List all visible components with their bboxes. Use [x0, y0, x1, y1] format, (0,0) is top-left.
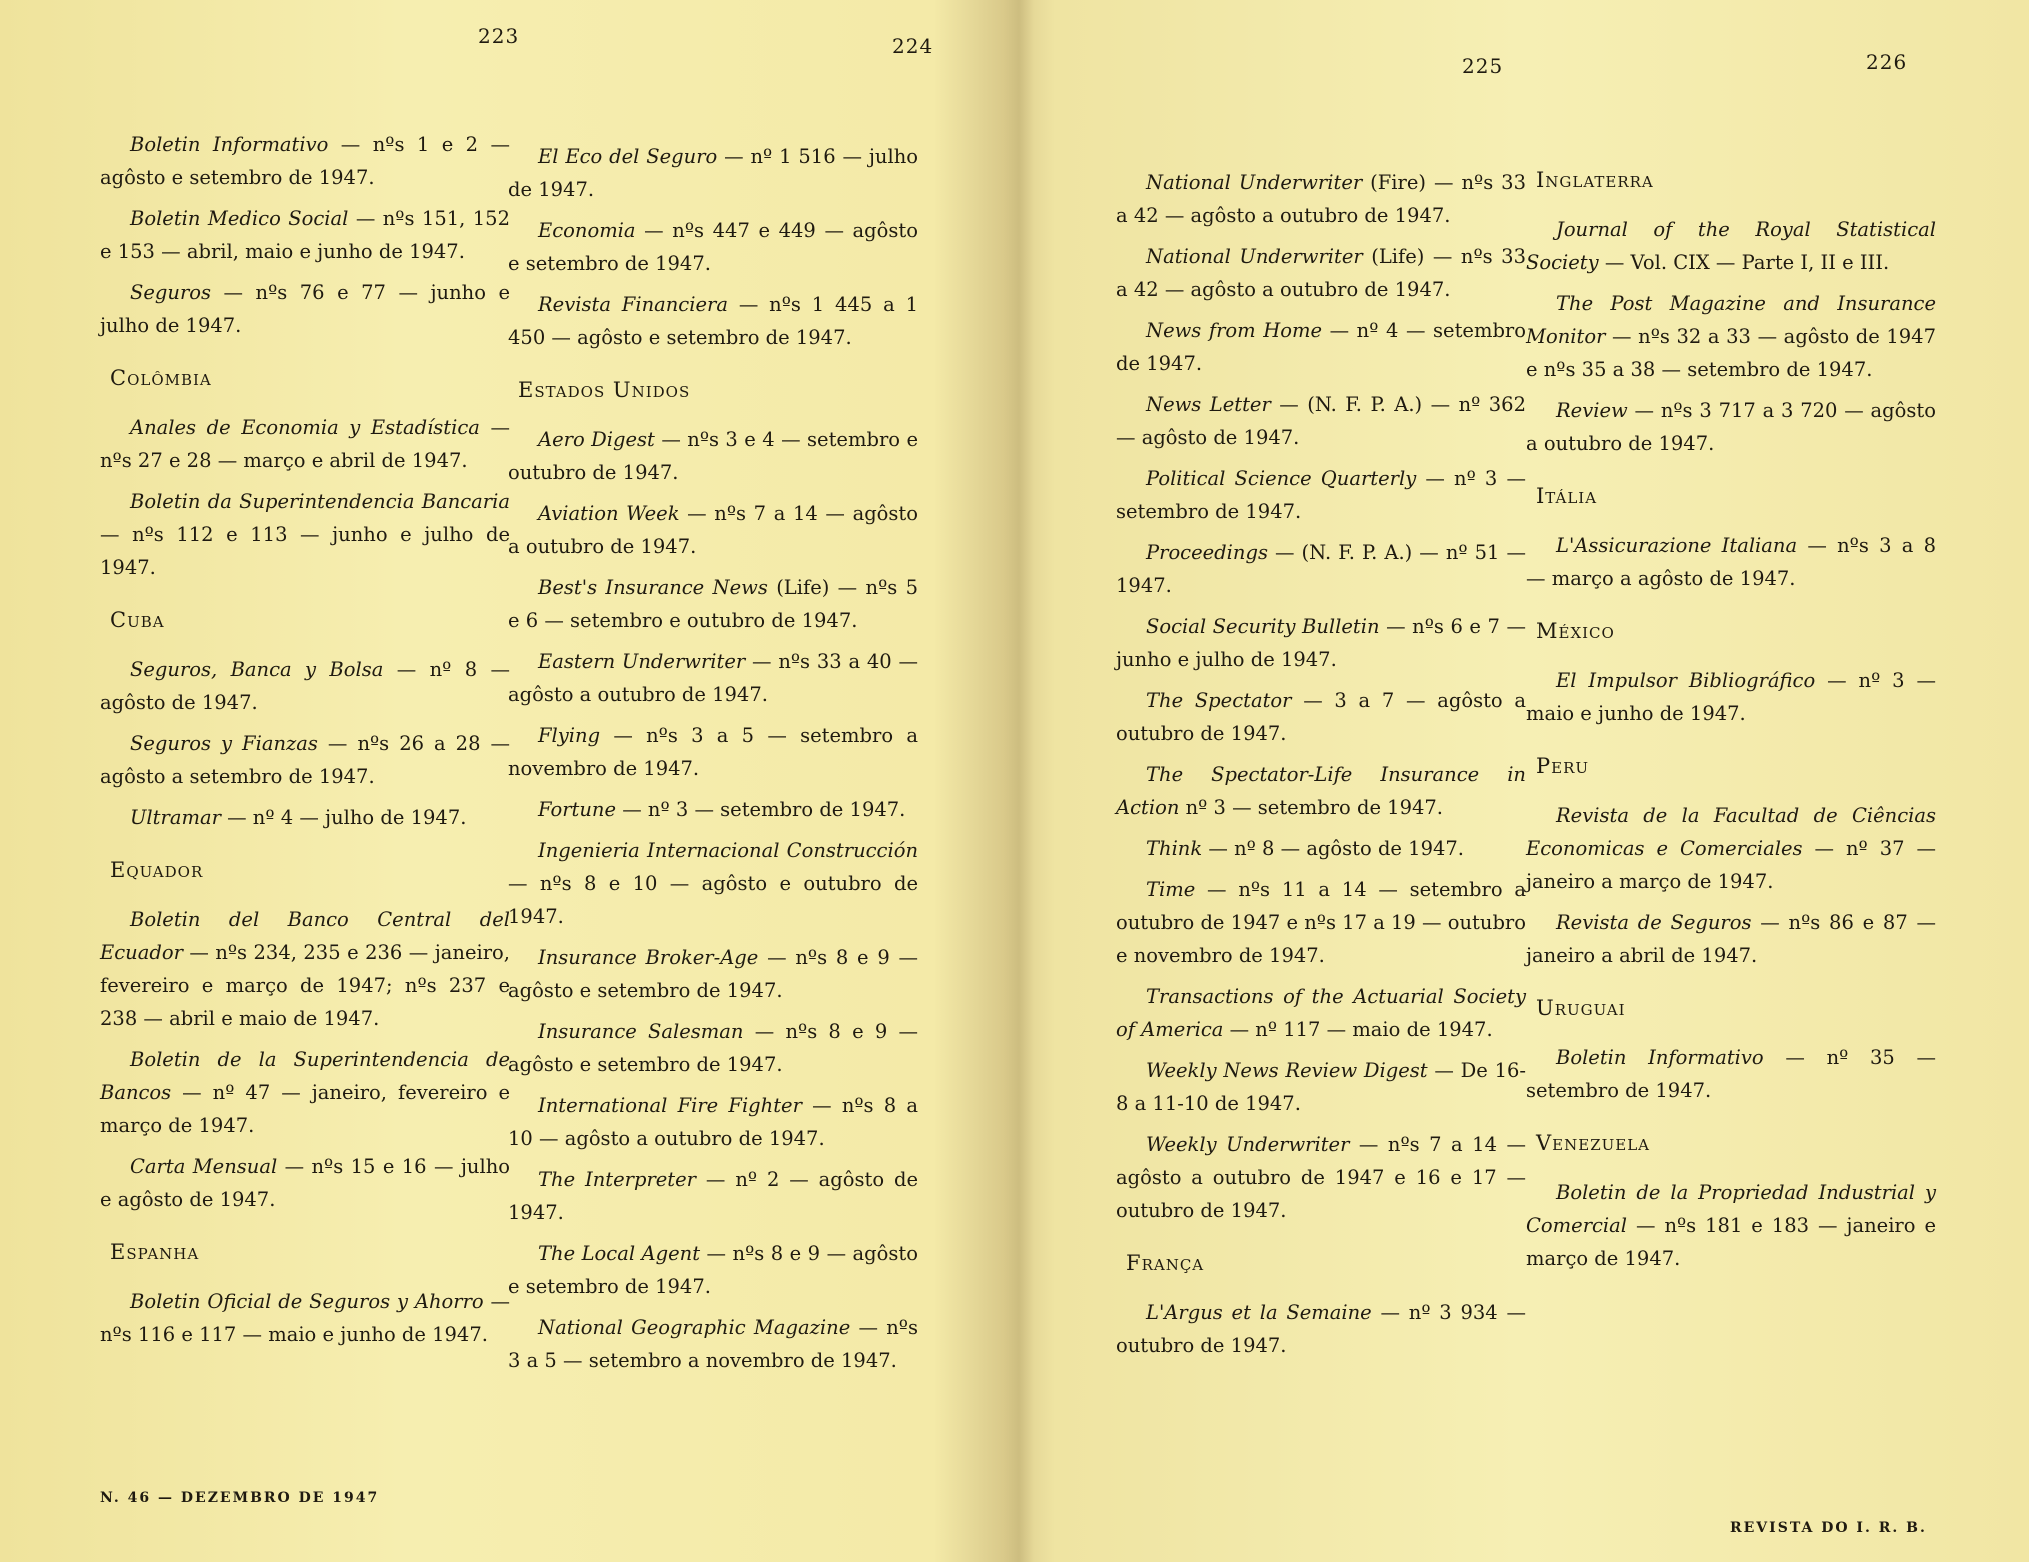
- issue-details: — nº 3 — setembro de 1947.: [1116, 467, 1526, 523]
- periodical-title: Think: [1146, 837, 1203, 860]
- issue-details: — nºs 6 e 7 — junho e julho de 1947.: [1116, 615, 1526, 671]
- periodical-title: L'Assicurazione Italiana: [1556, 534, 1798, 557]
- periodical-entry: [1116, 240, 1526, 306]
- issue-details: — nºs 11 a 14 — setembro a outubro de 1947 e nºs 17 a 19 — outubro e novembro de 1947.: [1116, 878, 1526, 967]
- country-heading: Inglaterra: [1536, 168, 1654, 192]
- issue-details: — nºs 8 e 10 — agôsto e outubro de 1947.: [508, 872, 918, 928]
- country-heading: França: [1126, 1251, 1205, 1275]
- periodical-title: Weekly Underwriter: [1146, 1133, 1350, 1156]
- periodical-title: News Letter: [1146, 393, 1271, 416]
- periodical-title: Eastern Underwriter: [538, 650, 746, 673]
- issue-details: — nºs 112 e 113 — junho e julho de 1947.: [100, 523, 510, 579]
- periodical-title: Carta Mensual: [130, 1155, 278, 1178]
- periodical-entry: [508, 793, 918, 826]
- periodical-entry: [1116, 610, 1526, 676]
- issue-details: nº 3 — setembro de 1947.: [1179, 796, 1444, 819]
- periodical-title: Transactions of the Actuarial Society of America: [1116, 985, 1526, 1041]
- country-heading: Estados Unidos: [518, 378, 691, 402]
- issue-details: — nºs 76 e 77 — junho e julho de 1947.: [100, 281, 510, 337]
- periodical-entry: [1116, 536, 1526, 602]
- issue-details: — nºs 1 e 2 — agôsto e setembro de 1947.: [100, 133, 510, 189]
- periodical-title: Boletin da Superintendencia Bancaria: [130, 490, 510, 513]
- text-column: [1116, 166, 1526, 1370]
- periodical-entry: [1116, 758, 1526, 824]
- periodical-entry: [100, 276, 510, 342]
- periodical-entry: [100, 411, 510, 477]
- periodical-title: Best's Insurance News: [538, 576, 768, 599]
- periodical-title: News from Home: [1146, 319, 1323, 342]
- periodical-entry: [100, 727, 510, 793]
- periodical-title: L'Argus et la Semaine: [1146, 1301, 1372, 1324]
- periodical-title: Boletin del Banco Central del Ecuador: [100, 908, 510, 964]
- page-number: 224: [892, 34, 934, 58]
- periodical-entry: [100, 1150, 510, 1216]
- periodical-entry: [1116, 166, 1526, 232]
- periodical-entry: [100, 1043, 510, 1142]
- footer-left: N. 46 — DEZEMBRO DE 1947: [100, 1490, 380, 1506]
- periodical-entry: [1526, 799, 1936, 898]
- periodical-title: National Underwriter: [1146, 171, 1363, 194]
- periodical-entry: [100, 801, 510, 834]
- periodical-entry: [1526, 906, 1936, 972]
- periodical-title: Political Science Quarterly: [1146, 467, 1417, 490]
- issue-details: — nº 3 — maio e junho de 1947.: [1526, 669, 1936, 725]
- periodical-title: Flying: [538, 724, 601, 747]
- issue-details: — nºs 3 e 4 — setembro e outubro de 1947.: [508, 428, 918, 484]
- periodical-entry: [508, 941, 918, 1007]
- issue-details: — nº 3 934 — outubro de 1947.: [1116, 1301, 1526, 1357]
- periodical-title: Economia: [538, 219, 636, 242]
- periodical-title: International Fire Fighter: [538, 1094, 802, 1117]
- issue-details: — nº 2 — agôsto de 1947.: [508, 1168, 919, 1224]
- periodical-entry: [508, 1015, 918, 1081]
- issue-details: — De 16-8 a 11-10 de 1947.: [1116, 1059, 1526, 1115]
- periodical-entry: [1116, 1296, 1526, 1362]
- issue-details: — nºs 7 a 14 — agôsto a outubro de 1947.: [508, 502, 918, 558]
- footer-right: REVISTA DO I. R. B.: [1730, 1520, 1927, 1536]
- periodical-entry: [508, 140, 918, 206]
- periodical-title: Seguros, Banca y Bolsa: [130, 658, 384, 681]
- text-column: [1526, 164, 1936, 1283]
- country-heading: Equador: [110, 858, 204, 882]
- periodical-entry: [1116, 873, 1526, 972]
- issue-details: (Life) — nºs 5 e 6 — setembro e outubro de 1947.: [508, 576, 918, 632]
- periodical-title: El Eco del Seguro: [538, 145, 718, 168]
- periodical-entry: [508, 497, 918, 563]
- periodical-entry: [100, 485, 510, 584]
- issue-details: — nºs 3 a 8 — março a agôsto de 1947.: [1526, 534, 1936, 590]
- issue-details: — (N. F. P. A.) — nº 51 — 1947.: [1116, 541, 1526, 597]
- periodical-entry: [1526, 394, 1936, 460]
- periodical-title: Anales de Economia y Estadística: [130, 416, 480, 439]
- issue-details: — nºs 234, 235 e 236 — janeiro, fevereiro e março de 1947; nºs 237 e 238 — abril e maio de 1947.: [100, 941, 510, 1030]
- periodical-entry: [1526, 1041, 1936, 1107]
- periodical-title: Ingenieria Internacional Construcción: [538, 839, 918, 862]
- country-heading: Cuba: [110, 608, 165, 632]
- periodical-title: Boletin Informativo: [130, 133, 329, 156]
- periodical-entry: [508, 571, 918, 637]
- periodical-entry: [100, 903, 510, 1035]
- issue-details: — nºs 8 e 9 — agôsto e setembro de 1947.: [508, 946, 918, 1002]
- issue-details: — nºs 8 e 9 — agôsto e setembro de 1947.: [508, 1242, 918, 1298]
- periodical-entry: [1526, 287, 1936, 386]
- periodical-entry: [1116, 1128, 1526, 1227]
- periodical-title: Time: [1146, 878, 1196, 901]
- issue-details: — nºs 27 e 28 — março e abril de 1947.: [100, 416, 510, 472]
- periodical-title: The Spectator: [1146, 689, 1292, 712]
- periodical-title: Insurance Broker-Age: [538, 946, 759, 969]
- periodical-title: Ultramar: [130, 806, 221, 829]
- periodical-entry: [1526, 529, 1936, 595]
- issue-details: — nºs 33 a 40 — agôsto a outubro de 1947.: [508, 650, 918, 706]
- periodical-title: Weekly News Review Digest: [1146, 1059, 1428, 1082]
- issue-details: — nº 3 — setembro de 1947.: [616, 798, 906, 821]
- periodical-entry: [508, 719, 918, 785]
- periodical-title: Seguros: [130, 281, 212, 304]
- periodical-title: Boletin Medico Social: [130, 207, 349, 230]
- periodical-title: El Impulsor Bibliográfico: [1556, 669, 1816, 692]
- issue-details: — nºs 181 e 183 — janeiro e março de 1947.: [1526, 1214, 1936, 1270]
- issue-details: — nºs 7 a 14 — agôsto a outubro de 1947 e 16 e 17 — outubro de 1947.: [1116, 1133, 1526, 1222]
- periodical-entry: [100, 1285, 510, 1351]
- text-column: [508, 140, 918, 1385]
- periodical-title: Seguros y Fianzas: [130, 732, 318, 755]
- issue-details: — nºs 447 e 449 — agôsto e setembro de 1947.: [508, 219, 918, 275]
- periodical-title: The Interpreter: [538, 1168, 697, 1191]
- periodical-title: Social Security Bulletin: [1146, 615, 1380, 638]
- issue-details: — nºs 1 445 a 1 450 — agôsto e setembro de 1947.: [508, 293, 918, 349]
- issue-details: — nº 4 — julho de 1947.: [220, 806, 467, 829]
- issue-details: — nºs 86 e 87 — janeiro a abril de 1947.: [1526, 911, 1937, 967]
- periodical-title: Insurance Salesman: [538, 1020, 744, 1043]
- issue-details: — nº 117 — maio de 1947.: [1223, 1018, 1493, 1041]
- periodical-entry: [508, 288, 918, 354]
- periodical-entry: [1116, 832, 1526, 865]
- periodical-entry: [1116, 1054, 1526, 1120]
- periodical-title: Journal of the Royal Statistical Society: [1526, 218, 1936, 274]
- issue-details: — nºs 8 a 10 — agôsto a outubro de 1947.: [508, 1094, 918, 1150]
- page-number: 223: [478, 24, 520, 48]
- issue-details: — nº 8 — agôsto de 1947.: [100, 658, 510, 714]
- country-heading: Itália: [1536, 484, 1598, 508]
- periodical-title: Proceedings: [1146, 541, 1268, 564]
- country-heading: México: [1536, 619, 1615, 643]
- periodical-entry: [508, 1089, 918, 1155]
- issue-details: — nº 35 — setembro de 1947.: [1526, 1046, 1936, 1102]
- issue-details: — nºs 8 e 9 — agôsto e setembro de 1947.: [508, 1020, 919, 1076]
- periodical-title: Boletin Informativo: [1556, 1046, 1764, 1069]
- periodical-entry: [508, 423, 918, 489]
- issue-details: — 3 a 7 — agôsto a outubro de 1947.: [1116, 689, 1526, 745]
- issue-details: (Life) — nºs 33 a 42 — agôsto a outubro de 1947.: [1116, 245, 1526, 301]
- issue-details: — nº 4 — setembro de 1947.: [1116, 319, 1526, 375]
- periodical-entry: [1526, 213, 1936, 279]
- periodical-entry: [1116, 388, 1526, 454]
- periodical-entry: [100, 128, 510, 194]
- periodical-title: Boletin de la Superintendencia de Bancos: [100, 1048, 510, 1104]
- text-column: [100, 128, 510, 1359]
- periodical-title: National Geographic Magazine: [538, 1316, 851, 1339]
- periodical-title: Boletin de la Propriedad Industrial y Comercial: [1526, 1181, 1936, 1237]
- periodical-entry: [508, 834, 918, 933]
- periodical-entry: [508, 214, 918, 280]
- periodical-entry: [1526, 664, 1936, 730]
- periodical-entry: [1116, 684, 1526, 750]
- issue-details: — nº 47 — janeiro, fevereiro e março de 1947.: [100, 1081, 510, 1137]
- periodical-entry: [1116, 462, 1526, 528]
- issue-details: — nºs 32 a 33 — agôsto de 1947 e nºs 35 a 38 — setembro de 1947.: [1526, 325, 1936, 381]
- periodical-entry: [508, 1311, 918, 1377]
- periodical-title: Revista de Seguros: [1556, 911, 1752, 934]
- issue-details: — Vol. CIX — Parte I, II e III.: [1598, 251, 1890, 274]
- issue-details: — nº 8 — agôsto de 1947.: [1202, 837, 1464, 860]
- periodical-entry: [508, 645, 918, 711]
- page-number: 226: [1866, 50, 1908, 74]
- issue-details: — nºs 151, 152 e 153 — abril, maio e junho de 1947.: [100, 207, 510, 263]
- periodical-title: Fortune: [538, 798, 617, 821]
- periodical-title: The Spectator-Life Insurance in Action: [1116, 763, 1526, 819]
- page-number: 225: [1462, 54, 1504, 78]
- issue-details: — nº 1 516 — julho de 1947.: [508, 145, 918, 201]
- issue-details: — nºs 15 e 16 — julho e agôsto de 1947.: [100, 1155, 510, 1211]
- periodical-entry: [1526, 1176, 1936, 1275]
- country-heading: Uruguai: [1536, 996, 1626, 1020]
- periodical-title: National Underwriter: [1146, 245, 1363, 268]
- periodical-title: Aero Digest: [538, 428, 655, 451]
- issue-details: — nºs 3 a 5 — setembro a novembro de 1947.: [508, 724, 918, 780]
- periodical-title: Revista Financiera: [538, 293, 728, 316]
- periodical-entry: [1116, 980, 1526, 1046]
- issue-details: — nº 37 — janeiro a março de 1947.: [1526, 837, 1936, 893]
- periodical-entry: [1116, 314, 1526, 380]
- periodical-entry: [508, 1163, 918, 1229]
- issue-details: — nºs 3 717 a 3 720 — agôsto a outubro de 1947.: [1526, 399, 1936, 455]
- country-heading: Venezuela: [1536, 1131, 1650, 1155]
- periodical-title: The Local Agent: [538, 1242, 701, 1265]
- country-heading: Colômbia: [110, 366, 212, 390]
- issue-details: — nºs 26 a 28 — agôsto a setembro de 1947.: [100, 732, 510, 788]
- periodical-title: Aviation Week: [538, 502, 680, 525]
- periodical-entry: [100, 653, 510, 719]
- periodical-entry: [100, 202, 510, 268]
- periodical-title: Review: [1556, 399, 1628, 422]
- issue-details: — nºs 116 e 117 — maio e junho de 1947.: [100, 1290, 511, 1346]
- issue-details: — (N. F. P. A.) — nº 362 — agôsto de 1947.: [1116, 393, 1526, 449]
- periodical-entry: [508, 1237, 918, 1303]
- country-heading: Espanha: [110, 1240, 200, 1264]
- periodical-title: The Post Magazine and Insurance Monitor: [1526, 292, 1936, 348]
- issue-details: (Fire) — nºs 33 a 42 — agôsto a outubro de 1947.: [1116, 171, 1526, 227]
- periodical-title: Revista de la Facultad de Ciências Economicas e Comerciales: [1526, 804, 1936, 860]
- book-gutter: [1004, 0, 1034, 1562]
- country-heading: Peru: [1536, 754, 1590, 778]
- periodical-title: Boletin Oficial de Seguros y Ahorro: [130, 1290, 484, 1313]
- issue-details: — nºs 3 a 5 — setembro a novembro de 1947.: [508, 1316, 918, 1372]
